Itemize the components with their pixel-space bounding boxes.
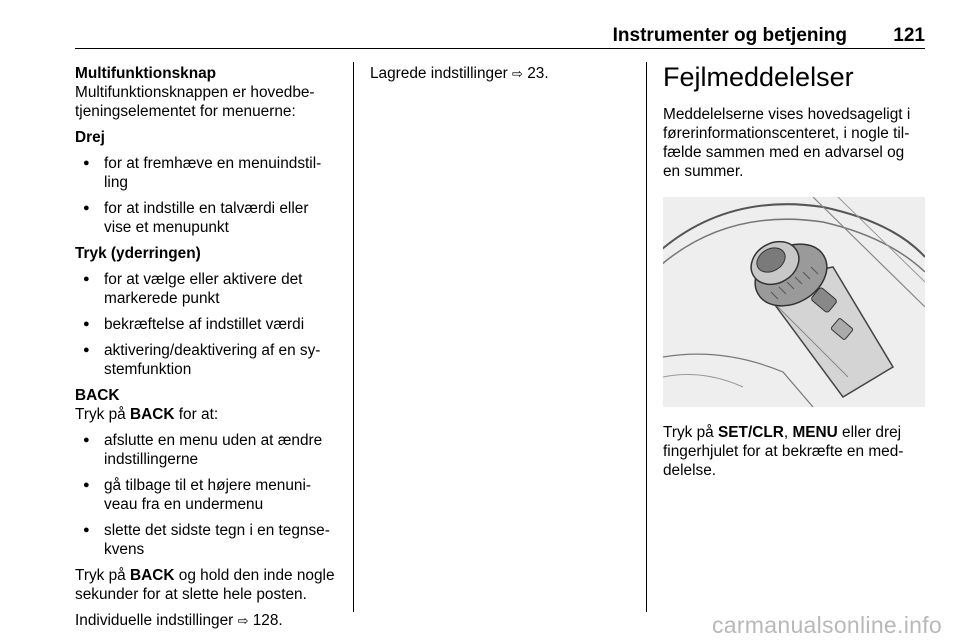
tryk-title: Tryk (yderringen)	[75, 245, 201, 262]
list-item	[75, 476, 350, 514]
reference-arrow-icon: ⇨	[512, 66, 523, 81]
intro-paragraph	[663, 105, 925, 181]
list-item-line: ling	[104, 174, 128, 191]
error-messages-heading: Fejlmeddelelser	[663, 62, 854, 92]
back-keyword: BACK	[130, 406, 175, 423]
cross-reference	[370, 64, 640, 83]
reference-page: 23.	[522, 65, 549, 82]
text: Lagrede indstillinger	[370, 65, 513, 82]
list-item-line: stemfunktion	[104, 361, 192, 378]
hold-text	[75, 566, 350, 585]
back-title: BACK	[75, 387, 120, 404]
text: og hold den inde nogle	[174, 567, 335, 584]
text: eller drej	[837, 424, 902, 441]
reference-page: 128.	[248, 612, 283, 629]
list-item-line: vise et menupunkt	[104, 219, 229, 236]
hold-text-line: sekunder for at slette hele posten.	[75, 586, 307, 603]
list-item-line: markerede punkt	[104, 290, 220, 307]
stalk-drawing	[663, 197, 925, 407]
list-item-line: ● for at vælge eller aktivere det	[104, 271, 303, 288]
list-item	[75, 315, 350, 334]
list-item	[75, 199, 350, 237]
text: Tryk på	[75, 567, 131, 584]
list-item-line: ● for at indstille en talværdi eller	[104, 200, 309, 217]
list-item-line: ● gå tilbage til et højere menuni-	[104, 477, 312, 494]
list-item	[75, 154, 350, 192]
cross-reference	[75, 611, 350, 630]
column-divider	[353, 62, 354, 612]
steering-stalk-illustration	[663, 197, 925, 407]
page-number: 121	[893, 25, 925, 46]
intro-line: Multifunktionsknappen er hovedbe-	[75, 84, 315, 101]
multifunction-heading: Multifunktionsknap	[75, 65, 217, 82]
text: Individuelle indstillinger	[75, 612, 238, 629]
intro-line: tjeningselementet for menuerne:	[75, 103, 296, 120]
intro-line: førerinformationscenteret, i nogle til-	[663, 125, 910, 142]
text: Tryk på	[75, 406, 131, 423]
reference-arrow-icon: ⇨	[237, 613, 249, 628]
list-item-line: ● slette det sidste tegn i en tegnse-	[104, 522, 330, 539]
back-intro	[75, 405, 350, 424]
list-item-line: ● afslutte en menu uden at ændre	[104, 432, 323, 449]
list-item-line: kvens	[104, 541, 145, 558]
list-item	[75, 521, 350, 559]
list-item-line: ● for at fremhæve en menuindstil-	[104, 155, 322, 172]
text: ,	[783, 424, 793, 441]
list-item-line: ● aktivering/deaktivering af en sy-	[104, 342, 321, 359]
list-item-line: indstillingerne	[104, 451, 199, 468]
menu-keyword: MENU	[792, 424, 838, 441]
confirm-line	[663, 423, 925, 442]
section-title: Instrumenter og betjening	[612, 25, 847, 46]
text: for at:	[174, 406, 219, 423]
confirm-line: delelse.	[663, 462, 717, 479]
set-clr-keyword: SET/CLR	[718, 424, 784, 441]
confirm-paragraph	[663, 423, 925, 480]
watermark: carmanualsonline.info	[711, 612, 942, 638]
page-header	[75, 0, 925, 49]
back-keyword: BACK	[130, 567, 175, 584]
list-item	[75, 270, 350, 308]
intro-line: en summer.	[663, 163, 744, 180]
column-middle	[370, 64, 640, 83]
drej-title: Drej	[75, 129, 105, 146]
column-left	[75, 64, 350, 630]
intro-line: fælde sammen med en advarsel og	[663, 144, 905, 161]
list-item-line: ● bekræftelse af indstillet værdi	[104, 316, 305, 333]
list-item	[75, 341, 350, 379]
list-item	[75, 431, 350, 469]
column-divider	[646, 62, 647, 612]
confirm-line: fingerhjulet for at bekræfte en med-	[663, 443, 904, 460]
list-item-line: veau fra en undermenu	[104, 496, 264, 513]
intro-line: Meddelelserne vises hovedsageligt i	[663, 106, 911, 123]
column-right	[663, 64, 925, 480]
text: Tryk på	[663, 424, 719, 441]
